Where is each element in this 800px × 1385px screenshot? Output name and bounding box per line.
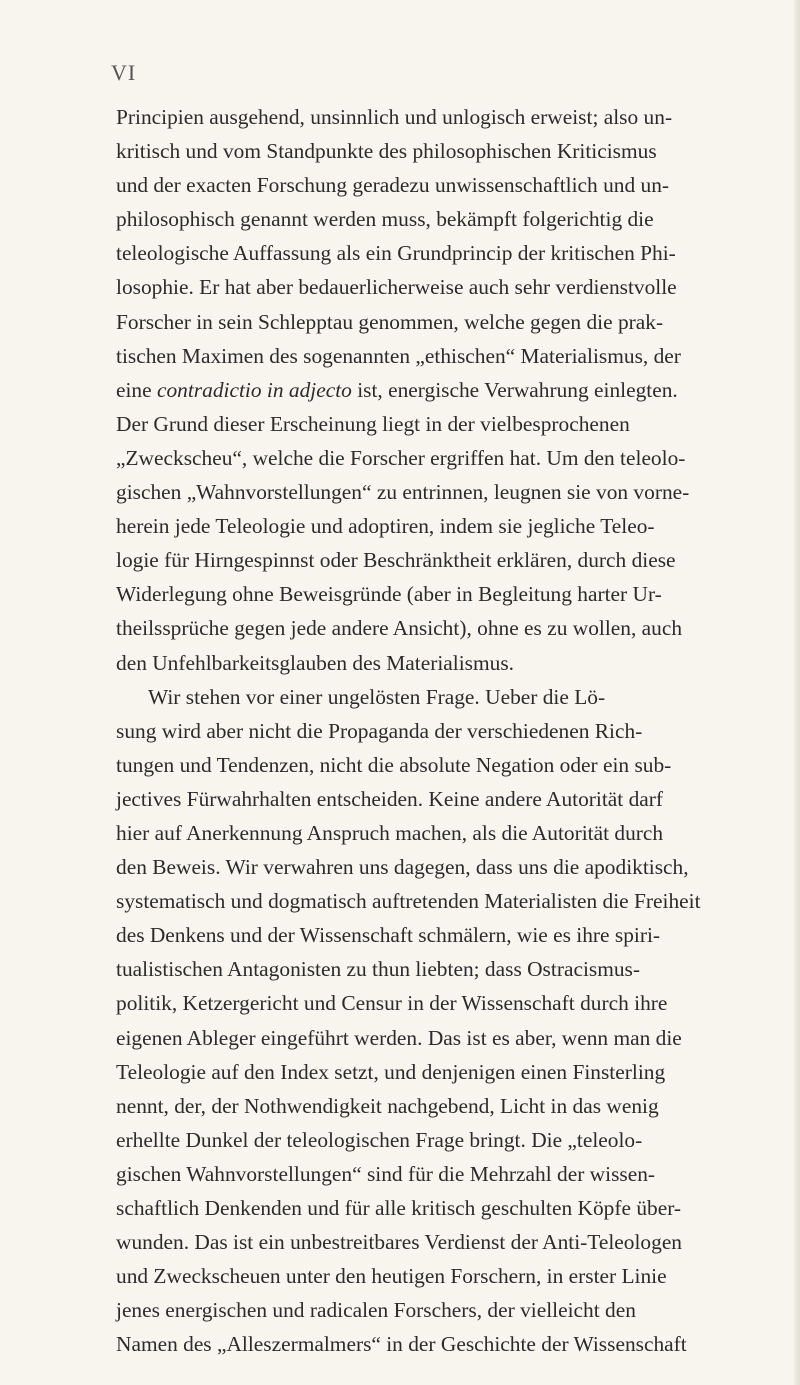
text-line: den Unfehlbarkeitsglauben des Materialismus. (116, 650, 514, 675)
text-line: eigenen Ableger eingeführt werden. Das ist es aber, wenn man die (116, 1025, 682, 1050)
text-line: losophie. Er hat aber bedauerlicherweise auch sehr verdienstvolle (116, 275, 677, 300)
text-line: nennt, der, der Nothwendigkeit nachgebend, Licht in das wenig (116, 1093, 659, 1118)
text-line: schaftlich Denkenden und für alle kritisch geschulten Köpfe über- (116, 1196, 682, 1220)
text-line: politik, Ketzergericht und Censur in der Wissenschaft durch ihre (116, 991, 668, 1016)
text-line: gischen „Wahnvorstellungen“ zu entrinnen, leugnen sie von vorne- (116, 480, 690, 505)
text-line: Der Grund dieser Erscheinung liegt in der vielbesprochenen (116, 411, 630, 436)
text-line: Teleologie auf den Index setzt, und denjenigen einen Finsterling (116, 1059, 666, 1084)
page-number: VI (111, 60, 137, 85)
text-line: „Zweckscheu“, welche die Forscher ergriffen hat. Um den teleolo- (116, 445, 686, 470)
text-line: tungen und Tendenzen, nicht die absolute Negation oder ein sub- (116, 752, 672, 777)
text-line: den Beweis. Wir verwahren uns dagegen, dass uns die apodiktisch, (116, 855, 689, 880)
text-line: sung wird aber nicht die Propaganda der verschiedenen Rich- (116, 718, 643, 743)
text-line: Wir stehen vor einer ungelösten Frage. Ueber die Lö- (148, 684, 606, 709)
text-line: erhellte Dunkel der teleologischen Frage bringt. Die „teleolo- (116, 1127, 643, 1152)
text-line: und Zweckscheuen unter den heutigen Forschern, in erster Linie (116, 1264, 667, 1289)
text-line: Forscher in sein Schlepptau genommen, welche gegen die prak- (116, 309, 664, 334)
text-line: tischen Maximen des sogenannten „ethischen“ Materialismus, der (116, 343, 681, 368)
text-line: eine contradictio in adjecto ist, energische Verwahrung einlegten. (116, 377, 678, 402)
text-line: Namen des „Alleszermalmers“ in der Geschichte der Wissenschaft (116, 1332, 687, 1357)
text-line: und der exacten Forschung geradezu unwissenschaftlich und un- (116, 173, 670, 198)
text-line: kritisch und vom Standpunkte des philosophischen Kriticismus (116, 139, 657, 164)
text-line: tualistischen Antagonisten zu thun liebten; dass Ostracismus- (116, 957, 640, 982)
body-text (116, 100, 796, 1361)
text-line: des Denkens und der Wissenschaft schmälern, wie es ihre spiri- (116, 923, 661, 948)
text-line: theilssprüche gegen jede andere Ansicht), ohne es zu wollen, auch (116, 616, 683, 641)
text-line: gischen Wahnvorstellungen“ sind für die Mehrzahl der wissen- (116, 1161, 656, 1186)
text-line: logie für Hirngespinnst oder Beschränktheit erklären, durch diese (116, 548, 676, 573)
text-line: teleologische Auffassung als ein Grundprincip der kritischen Phi- (116, 241, 676, 266)
text-line: systematisch und dogmatisch auftretenden Materialisten die Freiheit (116, 889, 701, 914)
text-line: jenes energischen und radicalen Forschers, der vielleicht den (116, 1298, 636, 1323)
text-line: philosophisch genannt werden muss, bekämpft folgerichtig die (116, 207, 654, 232)
text-line: herein jede Teleologie und adoptiren, indem sie jegliche Teleo- (116, 514, 655, 539)
text-line: Widerlegung ohne Beweisgründe (aber in Begleitung harter Ur- (116, 582, 662, 607)
text-line: hier auf Anerkennung Anspruch machen, als die Autorität durch (116, 820, 664, 845)
text-line: wunden. Das ist ein unbestreitbares Verdienst der Anti-Teleologen (116, 1230, 683, 1255)
text-line: jectives Fürwahrhalten entscheiden. Keine andere Autorität darf (116, 786, 664, 811)
text-line: Principien ausgehend, unsinnlich und unlogisch erweist; also un- (116, 105, 673, 129)
